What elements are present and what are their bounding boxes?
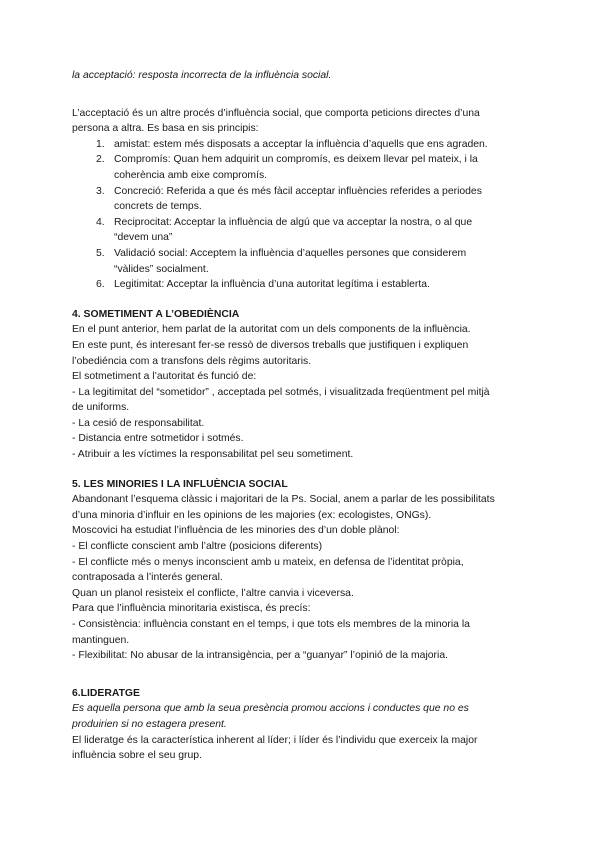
- text-line: mantinguen.: [72, 634, 130, 646]
- principles-list: [72, 137, 540, 293]
- text-line: contraposada a l’interés general.: [72, 572, 223, 584]
- section-heading: 6.LIDERATGE: [72, 687, 140, 699]
- list-text: Compromís: Quan hem adquirit un compromís, es deixem llevar pel mateix, i la: [114, 154, 478, 166]
- list-number: 1.: [96, 138, 105, 150]
- list-text: Validació social: Acceptem la influència d’aquelles persones que considerem: [114, 247, 467, 259]
- text-line: influència sobre el seu grup.: [72, 750, 202, 762]
- text-line: - Flexibilitat: No abusar de la intransigència, per a “guanyar” l’opinió de la majoria.: [72, 650, 448, 662]
- text-line: Moscovici ha estudiat l’influència de les minories des d’un doble plànol:: [72, 525, 400, 537]
- list-number: 3.: [96, 185, 105, 197]
- text-line: En este punt, és interesant fer-se ressò de diversos treballs que justifiquen i expliquen: [72, 339, 469, 351]
- text-line: de uniforms.: [72, 402, 130, 414]
- list-number: 6.: [96, 279, 105, 291]
- intro-italic-line: la acceptació: resposta incorrecta de la influència social.: [72, 70, 332, 81]
- list-text: Reciprocitat: Acceptar la influència de algú que va acceptar la nostra, o al que: [114, 216, 473, 228]
- list-text: concrets de temps.: [114, 201, 202, 213]
- text-line: - El conflicte conscient amb l’altre (posicions diferents): [72, 541, 323, 553]
- list-number: 4.: [96, 216, 105, 228]
- list-item: [98, 277, 540, 293]
- text-line: En el punt anterior, hem parlat de la autoritat com un dels components de la influència.: [72, 324, 471, 336]
- text-line: - Consistència: influència constant en el temps, i que tots els membres de la minoria la: [72, 619, 470, 630]
- text-line: El sotmetiment a l’autoritat és funció de:: [72, 371, 257, 383]
- list-number: 5.: [96, 247, 105, 259]
- text-line: - La legitimitat del “sometidor” , acceptada pel sotmés, i visualitzada freqüentment pel mitjà: [72, 386, 490, 398]
- list-item: [98, 137, 540, 153]
- list-text: “devem una”: [114, 232, 173, 244]
- definition-line: produirien si no estagera present.: [72, 718, 227, 730]
- section-6: [72, 686, 540, 764]
- text-line: Quan un planol resisteix el conflicte, l’altre canvia i viceversa.: [72, 587, 354, 599]
- text-line: L’acceptació és un altre procés d’influència social, que comporta peticions directes d’una: [72, 107, 480, 119]
- list-text: coherència amb eixe compromís.: [114, 169, 268, 181]
- text-line: Abandonant l’esquema clàssic i majoritari de la Ps. Social, anem a parlar de les possibilitats: [72, 494, 495, 506]
- text-line: l’obediéncia com a transfons dels règims autoritaris.: [72, 355, 312, 367]
- list-item: [98, 215, 540, 246]
- list-text: Concreció: Referida a que és més fàcil acceptar influències referides a periodes: [114, 185, 482, 197]
- text-line: - Distancia entre sotmetidor i sotmés.: [72, 433, 244, 445]
- text-line: persona a altra. Es basa en sis principis:: [72, 123, 259, 135]
- text-line: - La cesió de responsabilitat.: [72, 417, 205, 429]
- list-text: “vàlides” socialment.: [114, 263, 209, 275]
- list-item: [98, 184, 540, 215]
- text-line: d’una minoria d’influir en les opinions de les majories (ex: ecologistes, ONGs).: [72, 509, 432, 521]
- section-4: [72, 307, 540, 463]
- section-heading: 5. LES MINORIES I LA INFLUÈNCIA SOCIAL: [72, 478, 288, 490]
- text-line: - Atribuir a les víctimes la responsabilitat pel seu sometiment.: [72, 449, 354, 461]
- list-number: 2.: [96, 154, 105, 166]
- acceptance-paragraph: [72, 106, 540, 137]
- definition-line: Es aquella persona que amb la seua presència promou accions i conductes que no es: [72, 703, 469, 715]
- text-line: Para que l’influència minoritaria existisca, és precís:: [72, 603, 311, 615]
- list-text: amistat: estem més disposats a acceptar la influència d’aquells que ens agraden.: [114, 138, 488, 150]
- list-item: [98, 246, 540, 277]
- section-heading: 4. SOMETIMENT A L’OBEDIÈNCIA: [72, 308, 240, 320]
- text-line: El lideratge és la característica inherent al líder; i líder és l’individu que exerceix la major: [72, 734, 478, 746]
- list-text: Legitimitat: Acceptar la influència d’una autoritat legítima i establerta.: [114, 279, 430, 291]
- list-item: [98, 152, 540, 183]
- text-line: - El conflicte més o menys inconscient amb u mateix, en defensa de l’identitat pròpia,: [72, 556, 464, 568]
- section-5: [72, 477, 540, 664]
